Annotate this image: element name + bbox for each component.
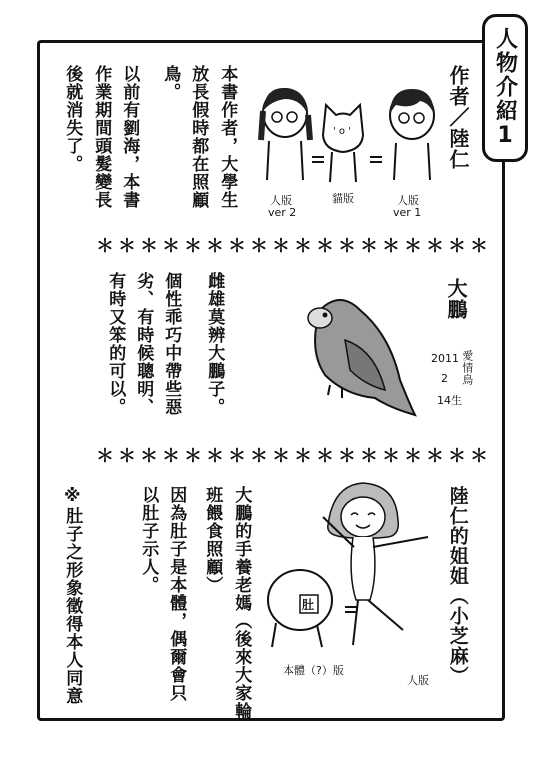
- belly-char: 肚: [302, 598, 315, 612]
- author-col-2: 放長假時都在照顧: [188, 65, 209, 209]
- author-human-v2-illustration: [255, 85, 315, 185]
- author-col-5: 以前有劉海，本書: [119, 65, 140, 209]
- bird-note-day: 14生: [437, 394, 462, 407]
- sister-name: 陸仁的姐姐（小芝麻）: [446, 486, 469, 686]
- divider-stars: ＊＊＊＊＊＊＊＊＊＊＊＊＊＊＊＊＊＊: [96, 446, 492, 467]
- author-col-1: 本書作者，大學生: [217, 65, 238, 209]
- author-human-v1-illustration: [382, 85, 442, 185]
- divider-stars: ＊＊＊＊＊＊＊＊＊＊＊＊＊＊＊＊＊＊: [96, 236, 492, 257]
- belly-label: 本體（?）版: [283, 664, 344, 677]
- human-v1-label: 人版: [397, 194, 419, 207]
- sister-note: ※肚子之形象徵得本人同意: [62, 486, 83, 705]
- cat-illustration: [318, 100, 368, 185]
- equals-icon: [345, 605, 359, 615]
- sister-col-4: 以肚子示人。: [138, 486, 159, 594]
- equals-icon: [370, 155, 384, 165]
- section-tag: [482, 14, 528, 162]
- cat-label: 貓版: [332, 192, 354, 205]
- human-v2-label: 人版: [270, 194, 292, 207]
- sister-col-1: 大鵬的手養老媽（後來大家輪: [231, 486, 252, 720]
- author-heading: 作者／陸仁: [446, 65, 470, 170]
- bird-col-3: 劣、有時候聰明、: [133, 272, 154, 416]
- equals-icon: [312, 155, 326, 165]
- bird-note-mid: 2: [441, 372, 448, 385]
- bird-name: 大鵬: [444, 278, 468, 320]
- bird-illustration: [290, 290, 420, 420]
- bird-col-2: 個性乖巧中帶些惡: [161, 272, 182, 416]
- bird-col-1: 雌雄莫辨大鵬子。: [204, 272, 225, 416]
- bird-col-4: 有時又笨的可以。: [105, 272, 126, 416]
- author-col-7: 後就消失了。: [62, 65, 83, 173]
- author-col-6: 作業期間頭髮變長: [91, 65, 112, 209]
- human-v1-ver: ver 1: [393, 206, 422, 219]
- human-v2-ver: ver 2: [268, 206, 297, 219]
- bird-note-year: 2011: [431, 352, 459, 365]
- author-col-3: 鳥。: [160, 65, 181, 101]
- section-tag-text: 人物介紹1: [492, 26, 518, 150]
- sister-human-label: 人版: [407, 674, 429, 687]
- belly-illustration: [262, 565, 342, 650]
- svg-text:' o ': ' o ': [333, 126, 351, 137]
- sister-col-2: 班餵食照顧）: [202, 486, 223, 594]
- bird-note-love: 愛情鳥: [460, 350, 474, 386]
- sister-col-3: 因為肚子是本體，偶爾會只: [166, 486, 187, 702]
